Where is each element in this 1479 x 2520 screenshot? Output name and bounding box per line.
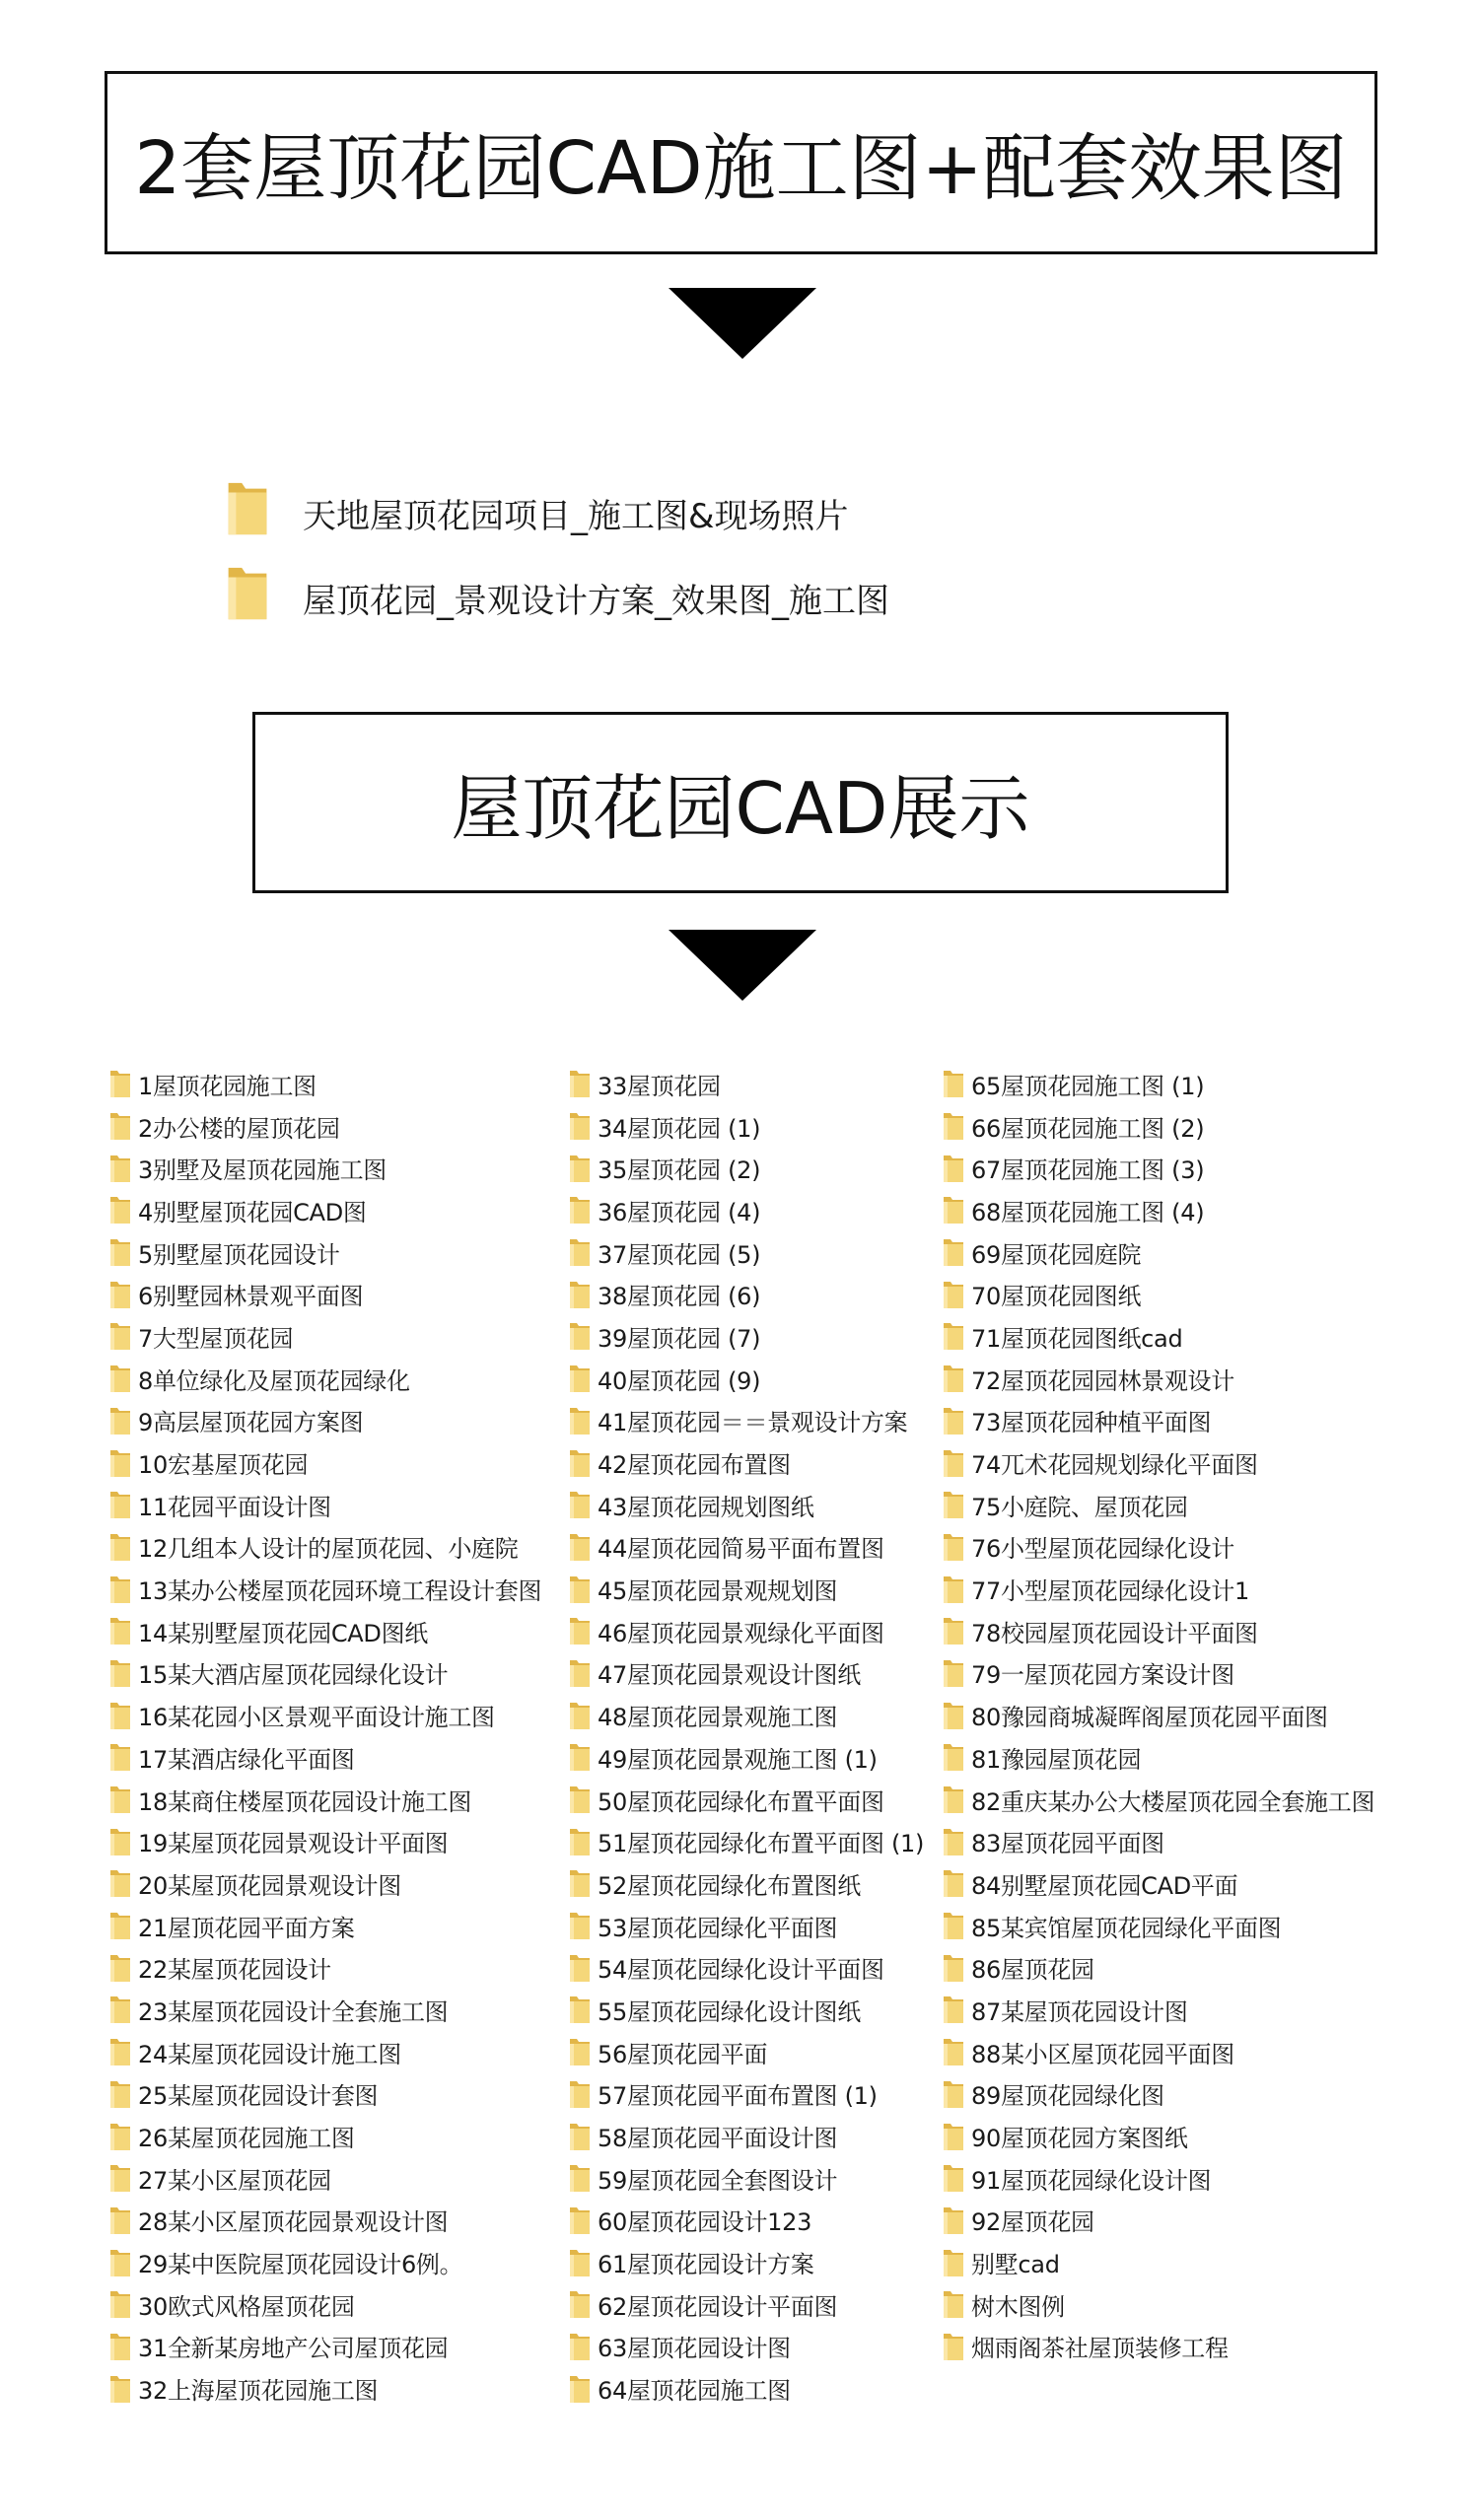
folder-label: 6别墅园林景观平面图 — [138, 1283, 364, 1311]
folder-label: 烟雨阁茶社屋顶装修工程 — [971, 2335, 1229, 2363]
folder-label: 30欧式风格屋顶花园 — [138, 2292, 355, 2321]
folder-icon — [108, 2247, 132, 2278]
folder-icon — [942, 2205, 965, 2236]
folder-label: 38屋顶花园 (6) — [598, 1283, 761, 1311]
list-item[interactable] — [942, 1063, 1374, 1105]
folder-label: 73屋顶花园种植平面图 — [971, 1409, 1212, 1437]
folder-label: 88某小区屋顶花园平面图 — [971, 2040, 1234, 2068]
folder-label: 54屋顶花园绿化设计平面图 — [598, 1956, 884, 1985]
folder-icon — [942, 1320, 965, 1352]
list-item[interactable] — [108, 1231, 541, 1274]
list-item[interactable] — [108, 1189, 541, 1231]
folder-label: 72屋顶花园园林景观设计 — [971, 1366, 1234, 1395]
folder-label: 16某花园小区景观平面设计施工图 — [138, 1704, 495, 1732]
list-item[interactable] — [568, 1315, 924, 1358]
folder-icon — [108, 1363, 132, 1394]
folder-label: 51屋顶花园绿化布置平面图 (1) — [598, 1830, 925, 1858]
folder-label: 37屋顶花园 (5) — [598, 1240, 761, 1269]
list-item[interactable] — [942, 1905, 1374, 1947]
list-item[interactable] — [568, 2241, 924, 2283]
folder-icon — [568, 1405, 592, 1436]
down-arrow-icon — [669, 930, 816, 1001]
list-item[interactable] — [108, 1147, 541, 1189]
list-item[interactable] — [108, 1273, 541, 1315]
folder-label: 61屋顶花园设计方案 — [598, 2251, 814, 2279]
folder-icon — [568, 1700, 592, 1731]
list-item[interactable] — [568, 1820, 924, 1862]
list-item[interactable] — [568, 1400, 924, 1442]
folder-label: 35屋顶花园 (2) — [598, 1156, 761, 1185]
list-item[interactable] — [942, 2157, 1374, 2200]
folder-label: 12几组本人设计的屋顶花园、小庭院 — [138, 1535, 519, 1564]
folder-label: 90屋顶花园方案图纸 — [971, 2125, 1188, 2153]
folder-column-2 — [568, 1063, 924, 2410]
folder-icon — [568, 2331, 592, 2362]
folder-label: 树木图例 — [971, 2292, 1065, 2321]
folder-icon — [942, 1279, 965, 1310]
list-item[interactable] — [568, 1736, 924, 1779]
list-item[interactable] — [942, 1441, 1374, 1484]
folder-column-1 — [108, 1063, 541, 2410]
folder-label: 65屋顶花园施工图 (1) — [971, 1072, 1205, 1100]
folder-icon — [568, 2121, 592, 2152]
folder-label: 36屋顶花园 (4) — [598, 1198, 761, 1226]
list-item[interactable] — [568, 1147, 924, 1189]
folder-icon — [568, 1867, 592, 1899]
folder-label: 1屋顶花园施工图 — [138, 1072, 317, 1100]
folder-label: 2办公楼的屋顶花园 — [138, 1114, 340, 1143]
folder-label: 8单位绿化及屋顶花园绿化 — [138, 1366, 410, 1395]
folder-label: 71屋顶花园图纸cad — [971, 1324, 1183, 1353]
folder-icon — [568, 1784, 592, 1815]
list-item[interactable] — [942, 2283, 1374, 2326]
folder-icon — [108, 2036, 132, 2067]
folder-icon — [108, 1657, 132, 1689]
folder-label: 79一屋顶花园方案设计图 — [971, 1661, 1234, 1690]
folder-icon — [108, 1489, 132, 1520]
folder-label: 92屋顶花园 — [971, 2208, 1094, 2237]
folder-icon — [568, 1153, 592, 1184]
folder-label: 34屋顶花园 (1) — [598, 1114, 761, 1143]
list-item[interactable] — [568, 2367, 924, 2410]
folder-label: 74兀术花园规划绿化平面图 — [971, 1451, 1258, 1480]
list-item[interactable] — [108, 2367, 541, 2410]
list-item[interactable] — [568, 2200, 924, 2242]
list-item[interactable] — [108, 1063, 541, 1105]
folder-label: 68屋顶花园施工图 (4) — [971, 1198, 1205, 1226]
folder-icon — [108, 2205, 132, 2236]
list-item[interactable] — [108, 1610, 541, 1652]
folder-icon — [108, 1952, 132, 1984]
folder-icon — [222, 562, 273, 623]
list-item[interactable] — [108, 2326, 541, 2368]
list-item[interactable] — [568, 1779, 924, 1821]
list-item[interactable] — [942, 1989, 1374, 2031]
list-item[interactable] — [568, 1105, 924, 1148]
folder-label: 57屋顶花园平面布置图 (1) — [598, 2082, 878, 2111]
folder-icon — [108, 1110, 132, 1142]
folder-label: 48屋顶花园景观施工图 — [598, 1704, 838, 1732]
folder-icon — [108, 1279, 132, 1310]
folder-icon — [942, 1615, 965, 1646]
list-item[interactable] — [568, 2326, 924, 2368]
folder-label: 7大型屋顶花园 — [138, 1324, 294, 1353]
folder-icon — [108, 1994, 132, 2025]
folder-label: 84别墅屋顶花园CAD平面 — [971, 1871, 1238, 1900]
list-item[interactable] — [568, 2157, 924, 2200]
folder-label: 75小庭院、屋顶花园 — [971, 1493, 1188, 1521]
folder-label: 78校园屋顶花园设计平面图 — [971, 1619, 1258, 1647]
folder-icon — [108, 1741, 132, 1773]
list-item[interactable] — [108, 1862, 541, 1905]
folder-icon — [108, 1867, 132, 1899]
folder-icon — [568, 1994, 592, 2025]
list-item[interactable] — [942, 1610, 1374, 1652]
folder-label: 59屋顶花园全套图设计 — [598, 2166, 838, 2195]
folder-label: 24某屋顶花园设计施工图 — [138, 2040, 401, 2068]
list-item[interactable] — [942, 1358, 1374, 1400]
list-item[interactable] — [568, 1862, 924, 1905]
folder-label: 别墅cad — [971, 2251, 1060, 2279]
folder-icon — [568, 1657, 592, 1689]
folder-label: 69屋顶花园庭院 — [971, 1240, 1142, 1269]
folder-label: 46屋顶花园景观绿化平面图 — [598, 1619, 884, 1647]
folder-icon — [108, 1784, 132, 1815]
folder-icon — [108, 2331, 132, 2362]
folder-label: 50屋顶花园绿化布置平面图 — [598, 1787, 884, 1816]
folder-label: 18某商住楼屋顶花园设计施工图 — [138, 1787, 472, 1816]
folder-icon — [108, 1153, 132, 1184]
folder-label: 10宏基屋顶花园 — [138, 1451, 309, 1480]
folder-label: 64屋顶花园施工图 — [598, 2377, 791, 2406]
folder-icon — [108, 1447, 132, 1479]
folder-icon — [568, 1279, 592, 1310]
folder-label: 17某酒店绿化平面图 — [138, 1745, 355, 1774]
folder-label: 32上海屋顶花园施工图 — [138, 2377, 379, 2406]
folder-icon — [568, 2247, 592, 2278]
folder-label: 86屋顶花园 — [971, 1956, 1094, 1985]
list-item[interactable] — [942, 1273, 1374, 1315]
list-item[interactable] — [942, 2031, 1374, 2073]
folder-icon — [568, 2162, 592, 2194]
list-item[interactable] — [108, 2241, 541, 2283]
folder-icon — [568, 2205, 592, 2236]
folder-label: 40屋顶花园 (9) — [598, 1366, 761, 1395]
folder-label: 83屋顶花园平面图 — [971, 1830, 1164, 1858]
folder-icon — [942, 1363, 965, 1394]
folder-icon — [568, 1531, 592, 1563]
list-item[interactable] — [568, 1189, 924, 1231]
list-item[interactable] — [108, 2073, 541, 2116]
list-item[interactable] — [568, 2115, 924, 2157]
folder-icon — [942, 1952, 965, 1984]
folder-label: 56屋顶花园平面 — [598, 2040, 768, 2068]
folder-label: 9高层屋顶花园方案图 — [138, 1409, 364, 1437]
folder-label: 43屋顶花园规划图纸 — [598, 1493, 814, 1521]
folder-icon — [942, 1236, 965, 1268]
list-item[interactable] — [568, 1273, 924, 1315]
list-item[interactable] — [568, 1568, 924, 1610]
folder-label: 26某屋顶花园施工图 — [138, 2125, 355, 2153]
list-item[interactable] — [942, 1315, 1374, 1358]
folder-icon — [108, 2162, 132, 2194]
folder-label: 33屋顶花园 — [598, 1072, 721, 1100]
folder-label: 45屋顶花园景观规划图 — [598, 1577, 838, 1606]
list-item[interactable] — [568, 2031, 924, 2073]
folder-icon — [568, 2288, 592, 2320]
folder-label: 82重庆某办公大楼屋顶花园全套施工图 — [971, 1787, 1375, 1816]
folder-label: 60屋顶花园设计123 — [598, 2208, 812, 2237]
folder-label: 89屋顶花园绿化图 — [971, 2082, 1164, 2111]
list-item[interactable] — [108, 1694, 541, 1736]
list-item[interactable] — [108, 1905, 541, 1947]
list-item[interactable] — [942, 1105, 1374, 1148]
list-item[interactable] — [942, 1568, 1374, 1610]
list-item[interactable] — [942, 1484, 1374, 1526]
list-item[interactable] — [942, 1736, 1374, 1779]
folder-label: 22某屋顶花园设计 — [138, 1956, 331, 1985]
list-item[interactable] — [108, 2200, 541, 2242]
folder-label: 63屋顶花园设计图 — [598, 2335, 791, 2363]
section-title: 屋顶花园CAD展示 — [252, 712, 1229, 893]
folder-icon — [568, 2373, 592, 2405]
list-item[interactable] — [942, 1820, 1374, 1862]
folder-label: 15某大酒店屋顶花园绿化设计 — [138, 1661, 449, 1690]
list-item[interactable] — [942, 1189, 1374, 1231]
folder-icon — [108, 1910, 132, 1941]
folder-icon — [568, 1194, 592, 1225]
folder-icon — [942, 1531, 965, 1563]
list-item[interactable] — [108, 1105, 541, 1148]
list-item[interactable] — [942, 2115, 1374, 2157]
folder-label: 41屋顶花园＝＝景观设计方案 — [598, 1409, 908, 1437]
list-item[interactable] — [942, 1147, 1374, 1189]
folder-label: 19某屋顶花园景观设计平面图 — [138, 1830, 449, 1858]
list-item[interactable] — [942, 1400, 1374, 1442]
list-item[interactable] — [568, 2283, 924, 2326]
folder-icon — [568, 1110, 592, 1142]
folder-icon — [108, 1826, 132, 1857]
folder-column-3 — [942, 1063, 1374, 2367]
list-item[interactable] — [942, 1526, 1374, 1569]
folder-icon — [942, 1700, 965, 1731]
folder-icon — [568, 1489, 592, 1520]
folder-icon — [108, 2078, 132, 2110]
folder-icon — [942, 1405, 965, 1436]
folder-label: 49屋顶花园景观施工图 (1) — [598, 1745, 878, 1774]
folder-icon — [108, 1615, 132, 1646]
folder-icon — [108, 2288, 132, 2320]
folder-label: 67屋顶花园施工图 (3) — [971, 1156, 1205, 1185]
list-item[interactable] — [108, 1946, 541, 1989]
folder-label: 44屋顶花园简易平面布置图 — [598, 1535, 884, 1564]
folder-label: 23某屋顶花园设计全套施工图 — [138, 1997, 449, 2026]
folder-icon — [942, 1489, 965, 1520]
list-item[interactable] — [108, 1652, 541, 1695]
folder-icon — [942, 1657, 965, 1689]
folder-icon — [942, 1910, 965, 1941]
list-item[interactable] — [108, 1568, 541, 1610]
folder-label: 87某屋顶花园设计图 — [971, 1997, 1188, 2026]
list-item[interactable] — [942, 2200, 1374, 2242]
list-item[interactable] — [568, 1989, 924, 2031]
list-item[interactable] — [942, 1231, 1374, 1274]
folder-icon — [568, 1363, 592, 1394]
folder-label: 11花园平面设计图 — [138, 1493, 331, 1521]
folder-label: 5别墅屋顶花园设计 — [138, 1240, 340, 1269]
list-item[interactable] — [942, 1779, 1374, 1821]
folder-icon — [942, 2247, 965, 2278]
top-folder-label-2[interactable]: 屋顶花园_景观设计方案_效果图_施工图 — [303, 582, 889, 621]
list-item[interactable] — [942, 1946, 1374, 1989]
folder-label: 39屋顶花园 (7) — [598, 1324, 761, 1353]
folder-label: 58屋顶花园平面设计图 — [598, 2125, 838, 2153]
folder-icon — [568, 1236, 592, 1268]
folder-label: 13某办公楼屋顶花园环境工程设计套图 — [138, 1577, 542, 1606]
folder-label: 76小型屋顶花园绿化设计 — [971, 1535, 1234, 1564]
folder-icon — [568, 1320, 592, 1352]
folder-icon — [108, 1574, 132, 1605]
list-item[interactable] — [568, 1484, 924, 1526]
list-item[interactable] — [568, 1358, 924, 1400]
folder-icon — [942, 1784, 965, 1815]
folder-icon — [942, 1867, 965, 1899]
folder-icon — [108, 1405, 132, 1436]
list-item[interactable] — [942, 2073, 1374, 2116]
folder-icon — [942, 1994, 965, 2025]
folder-label: 3别墅及屋顶花园施工图 — [138, 1156, 387, 1185]
list-item[interactable] — [942, 2326, 1374, 2368]
list-item[interactable] — [108, 1779, 541, 1821]
folder-label: 55屋顶花园绿化设计图纸 — [598, 1997, 861, 2026]
list-item[interactable] — [568, 1905, 924, 1947]
list-item[interactable] — [942, 1652, 1374, 1695]
folder-label: 27某小区屋顶花园 — [138, 2166, 331, 2195]
folder-icon — [222, 477, 273, 538]
folder-icon — [108, 1068, 132, 1099]
folder-label: 21屋顶花园平面方案 — [138, 1914, 355, 1942]
folder-icon — [108, 1320, 132, 1352]
folder-label: 4别墅屋顶花园CAD图 — [138, 1198, 367, 1226]
list-item[interactable] — [942, 2241, 1374, 2283]
folder-label: 20某屋顶花园景观设计图 — [138, 1871, 401, 1900]
folder-label: 14某别墅屋顶花园CAD图纸 — [138, 1619, 428, 1647]
list-item[interactable] — [568, 1610, 924, 1652]
folder-label: 77小型屋顶花园绿化设计1 — [971, 1577, 1249, 1606]
list-item[interactable] — [108, 1484, 541, 1526]
folder-icon — [568, 1068, 592, 1099]
folder-label: 52屋顶花园绿化布置图纸 — [598, 1871, 861, 1900]
list-item[interactable] — [108, 1736, 541, 1779]
folder-icon — [942, 1153, 965, 1184]
list-item[interactable] — [942, 1862, 1374, 1905]
list-item[interactable] — [568, 1946, 924, 1989]
list-item[interactable] — [108, 1820, 541, 1862]
folder-icon — [942, 2162, 965, 2194]
list-item[interactable] — [568, 1694, 924, 1736]
folder-label: 81豫园屋顶花园 — [971, 1745, 1142, 1774]
folder-icon — [568, 2036, 592, 2067]
folder-icon — [942, 2078, 965, 2110]
folder-label: 28某小区屋顶花园景观设计图 — [138, 2208, 449, 2237]
top-folder-label-1[interactable]: 天地屋顶花园项目_施工图&现场照片 — [303, 497, 849, 536]
folder-label: 85某宾馆屋顶花园绿化平面图 — [971, 1914, 1282, 1942]
list-item[interactable] — [568, 1441, 924, 1484]
folder-icon — [568, 1574, 592, 1605]
list-item[interactable] — [108, 1358, 541, 1400]
list-item[interactable] — [108, 2283, 541, 2326]
folder-label: 53屋顶花园绿化平面图 — [598, 1914, 838, 1942]
folder-icon — [942, 2288, 965, 2320]
folder-label: 31全新某房地产公司屋顶花园 — [138, 2335, 449, 2363]
list-item[interactable] — [108, 1315, 541, 1358]
list-item[interactable] — [568, 1063, 924, 1105]
list-item[interactable] — [568, 1231, 924, 1274]
folder-icon — [568, 2078, 592, 2110]
folder-icon — [568, 1447, 592, 1479]
list-item[interactable] — [108, 2031, 541, 2073]
folder-label: 47屋顶花园景观设计图纸 — [598, 1661, 861, 1690]
folder-icon — [108, 1194, 132, 1225]
folder-icon — [568, 1826, 592, 1857]
folder-icon — [942, 1574, 965, 1605]
list-item[interactable] — [568, 2073, 924, 2116]
folder-icon — [568, 1910, 592, 1941]
list-item[interactable] — [568, 1652, 924, 1695]
folder-icon — [942, 1447, 965, 1479]
list-item[interactable] — [568, 1526, 924, 1569]
folder-label: 70屋顶花园图纸 — [971, 1283, 1142, 1311]
list-item[interactable] — [108, 1400, 541, 1442]
folder-icon — [568, 1615, 592, 1646]
folder-icon — [568, 1952, 592, 1984]
folder-icon — [108, 2121, 132, 2152]
folder-label: 80豫园商城凝晖阁屋顶花园平面图 — [971, 1704, 1328, 1732]
folder-icon — [108, 1531, 132, 1563]
list-item[interactable] — [108, 1441, 541, 1484]
folder-icon — [942, 1194, 965, 1225]
folder-label: 29某中医院屋顶花园设计6例。 — [138, 2251, 463, 2279]
folder-label: 62屋顶花园设计平面图 — [598, 2292, 838, 2321]
folder-icon — [942, 2036, 965, 2067]
list-item[interactable] — [942, 1694, 1374, 1736]
folder-icon — [108, 2373, 132, 2405]
folder-label: 66屋顶花园施工图 (2) — [971, 1114, 1205, 1143]
folder-label: 91屋顶花园绿化设计图 — [971, 2166, 1212, 2195]
list-item[interactable] — [108, 2157, 541, 2200]
list-item[interactable] — [108, 1526, 541, 1569]
folder-icon — [568, 1741, 592, 1773]
folder-icon — [942, 1741, 965, 1773]
folder-icon — [942, 2331, 965, 2362]
list-item[interactable] — [108, 2115, 541, 2157]
folder-label: 25某屋顶花园设计套图 — [138, 2082, 379, 2111]
folder-icon — [942, 2121, 965, 2152]
folder-icon — [942, 1110, 965, 1142]
main-title: 2套屋顶花园CAD施工图+配套效果图 — [105, 71, 1377, 254]
folder-icon — [942, 1068, 965, 1099]
folder-icon — [108, 1700, 132, 1731]
folder-icon — [942, 1826, 965, 1857]
list-item[interactable] — [108, 1989, 541, 2031]
down-arrow-icon — [669, 288, 816, 359]
folder-label: 42屋顶花园布置图 — [598, 1451, 791, 1480]
folder-icon — [108, 1236, 132, 1268]
